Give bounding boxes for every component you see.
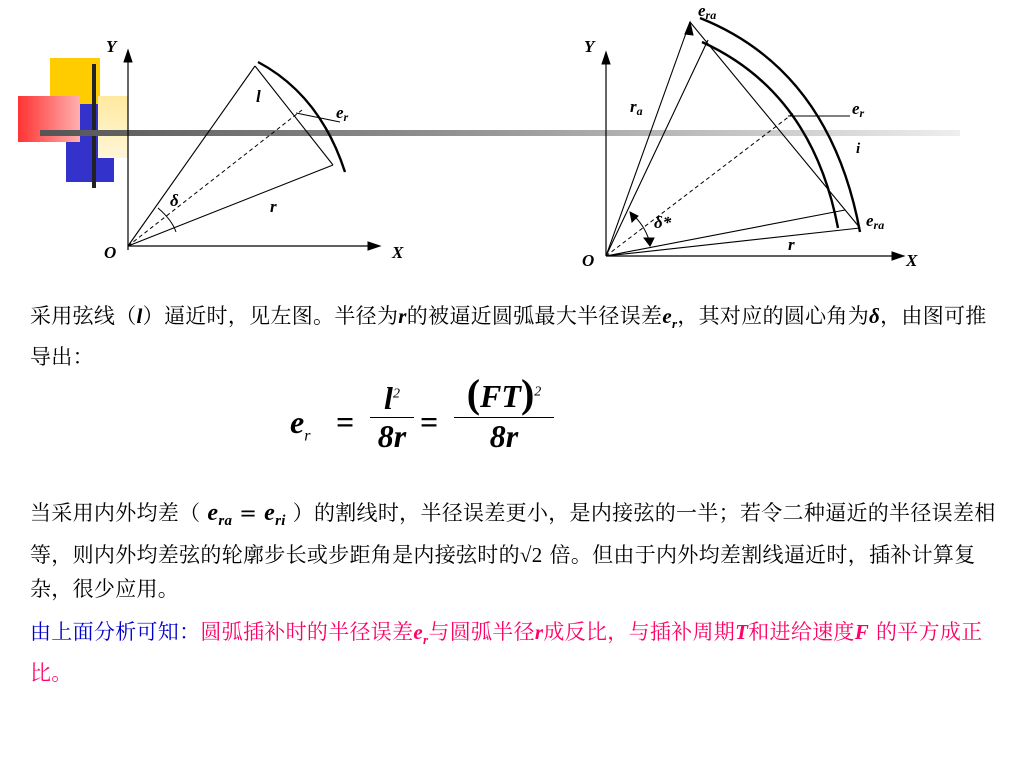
right-ra-label: $r_a$ <box>630 97 643 118</box>
right-angle-arrow-top <box>630 212 638 222</box>
left-y-label: Y <box>106 37 117 56</box>
right-origin-label: O <box>582 251 595 270</box>
right-era-top-label: $e_{ra}$ <box>698 1 717 22</box>
paragraph-conclusion: 由上面分析可知：圆弧插补时的半径误差$e_r$与圆弧半径r成反比，与插补周期T和进给速度F 的平方成正比。 <box>30 620 983 686</box>
left-error-label: $e_r$ <box>336 103 349 124</box>
formula-eq-1: = <box>336 404 355 440</box>
right-angle-arrow-bottom <box>644 238 654 246</box>
left-figure-diagram <box>0 0 420 270</box>
left-radius-label: r <box>270 197 277 216</box>
left-chord-label: l <box>256 87 261 106</box>
paragraph-secant-approximation: 当采用内外均差（ $e_{ra} = e_{ri}$ ）的割线时，半径误差更小，是内接弦的一半；若令二种逼近的半径误差相等，则内外均差弦的轮廓步长或步距角是内接弦时的√2 倍。但由于内外均差割线逼近时，插补计算复杂，很少应用。 <box>30 500 996 602</box>
formula-fraction-1: $l^2$ 8r <box>370 380 414 455</box>
right-mid-radius <box>606 112 795 256</box>
right-er-label: $e_r$ <box>852 99 865 120</box>
left-y-arrow <box>124 50 132 62</box>
right-outer-arc <box>700 18 860 232</box>
right-i-label: i <box>856 141 861 157</box>
left-x-arrow <box>368 242 380 250</box>
right-inner-arc <box>702 42 838 228</box>
right-figure-diagram <box>560 0 920 275</box>
right-radius-lower <box>606 210 845 256</box>
right-era-bottom-label: $e_{ra}$ <box>866 211 885 232</box>
left-angle-label: δ <box>170 191 179 210</box>
formula-lhs: $e_r$ <box>290 404 311 445</box>
right-x-label: X <box>906 251 918 270</box>
right-radius-bottom <box>606 228 860 256</box>
formula-fraction-2: (FT)$^2$ 8r <box>454 370 554 455</box>
formula-eq-2: = <box>420 404 439 440</box>
left-x-label: X <box>392 243 404 262</box>
left-radius-line-upper <box>128 66 255 246</box>
right-x-arrow <box>892 252 904 260</box>
right-secant <box>690 22 860 228</box>
left-arc <box>258 62 345 172</box>
left-radius-line-lower <box>128 165 333 246</box>
left-origin-label: O <box>104 243 117 262</box>
right-ra-line <box>606 22 690 256</box>
paragraph-chord-approximation: 采用弦线（l）逼近时，见左图。半径为r的被逼近圆弧最大半径误差$e_r$，其对应的圆心角为δ，由图可推导出： <box>30 304 987 370</box>
left-chord <box>255 66 333 165</box>
right-y-arrow <box>602 52 610 64</box>
right-radius-label: r <box>788 235 795 254</box>
right-y-label: Y <box>584 37 595 56</box>
left-mid-radius <box>128 110 302 246</box>
right-angle-label: δ* <box>654 213 672 232</box>
